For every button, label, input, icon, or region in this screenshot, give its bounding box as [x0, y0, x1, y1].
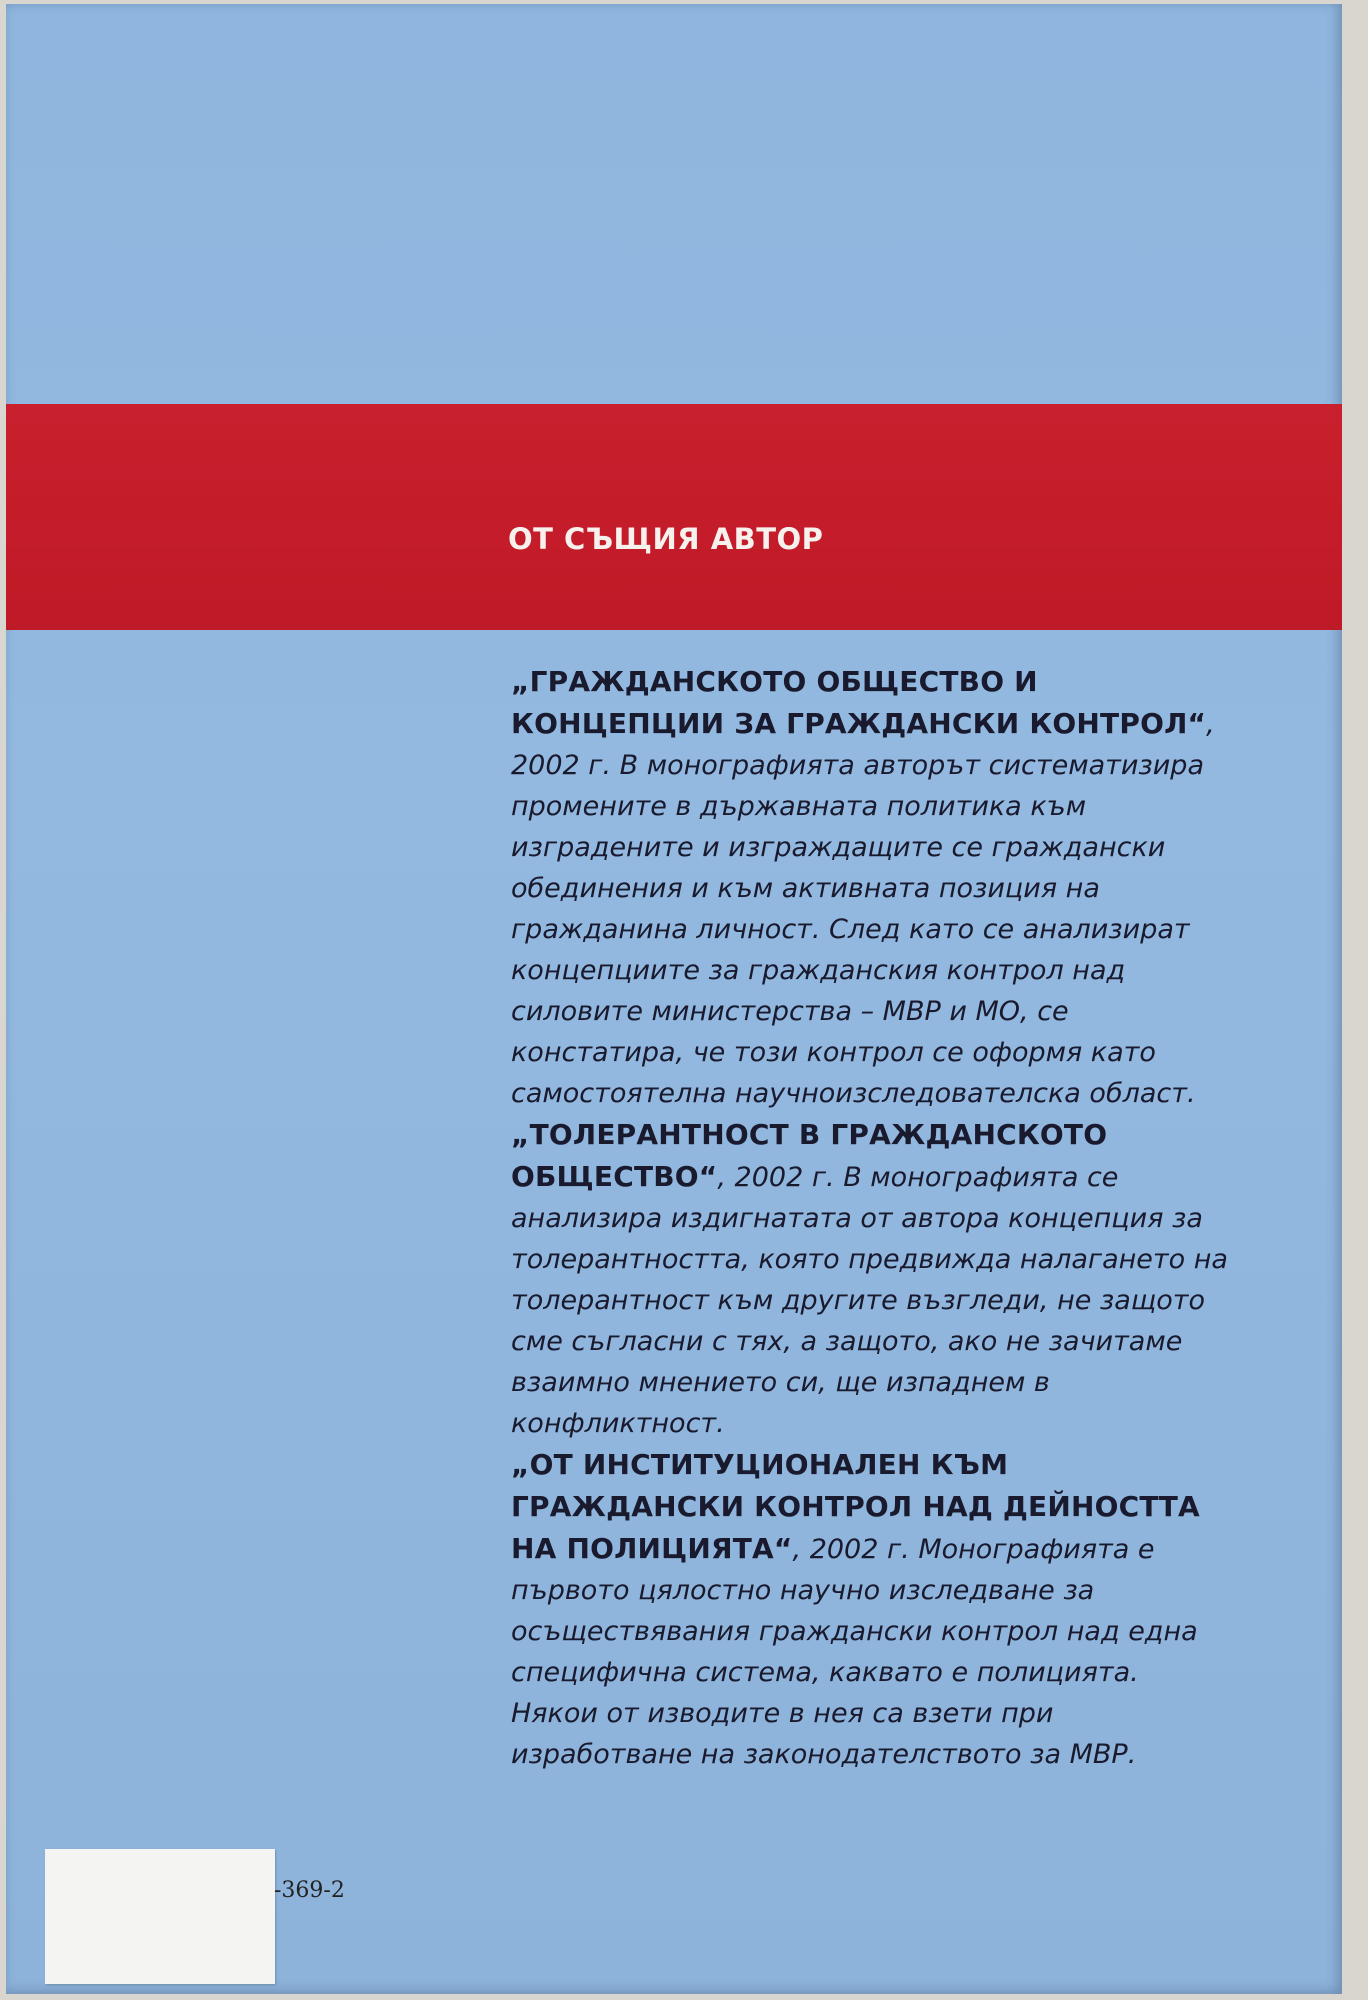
book-description: , 2002 г. В монографията се анализира издигнатата от автора концепция за толерантността, която предвижда налагането на толерантност към другите възгледи, не защото сме съгласни с тях, а защото, ако не зачитаме взаимно мнението си, ще изпаднем в конфликтност.: [511, 1162, 1228, 1439]
book-entry: [511, 1444, 1231, 1775]
book-entry: [511, 661, 1231, 1114]
book-entry: [511, 1114, 1231, 1444]
band-title: ОТ СЪЩИЯ АВТОР: [508, 522, 824, 556]
red-band: [6, 404, 1342, 630]
book-list: [511, 661, 1231, 1775]
book-title: „ОТ ИНСТИТУЦИОНАЛЕН КЪМ ГРАЖДАНСКИ КОНТРОЛ НАД ДЕЙНОСТТА НА ПОЛИЦИЯТА“: [511, 1448, 1200, 1565]
book-description: , 2002 г. Монографията е първото цялостно научно изследване за осъществявания граждански контрол над една специфична система, каквато е полицията. Някои от изводите в нея са взети при изработване на законодателството за МВР.: [511, 1534, 1198, 1770]
book-title: „ГРАЖДАНСКОТО ОБЩЕСТВО И КОНЦЕПЦИИ ЗА ГРАЖДАНСКИ КОНТРОЛ“: [511, 665, 1207, 740]
barcode-sticker: [45, 1849, 275, 1984]
isbn-fragment: -369-2: [274, 1878, 345, 1903]
book-back-cover: [6, 4, 1342, 1994]
book-description: , 2002 г. В монографията авторът систематизира промените в държавната политика към изградените и изграждащите се граждански обединения и към активната позиция на гражданина личност. След като се анализират концепциите за гражданския контрол над силовите министерства – МВР и МО, се констатира, че този контрол се оформя като самостоятелна научноизследователска област.: [511, 709, 1215, 1109]
book-title: „ТОЛЕРАНТНОСТ В ГРАЖДАНСКОТО ОБЩЕСТВО“: [511, 1118, 1108, 1193]
